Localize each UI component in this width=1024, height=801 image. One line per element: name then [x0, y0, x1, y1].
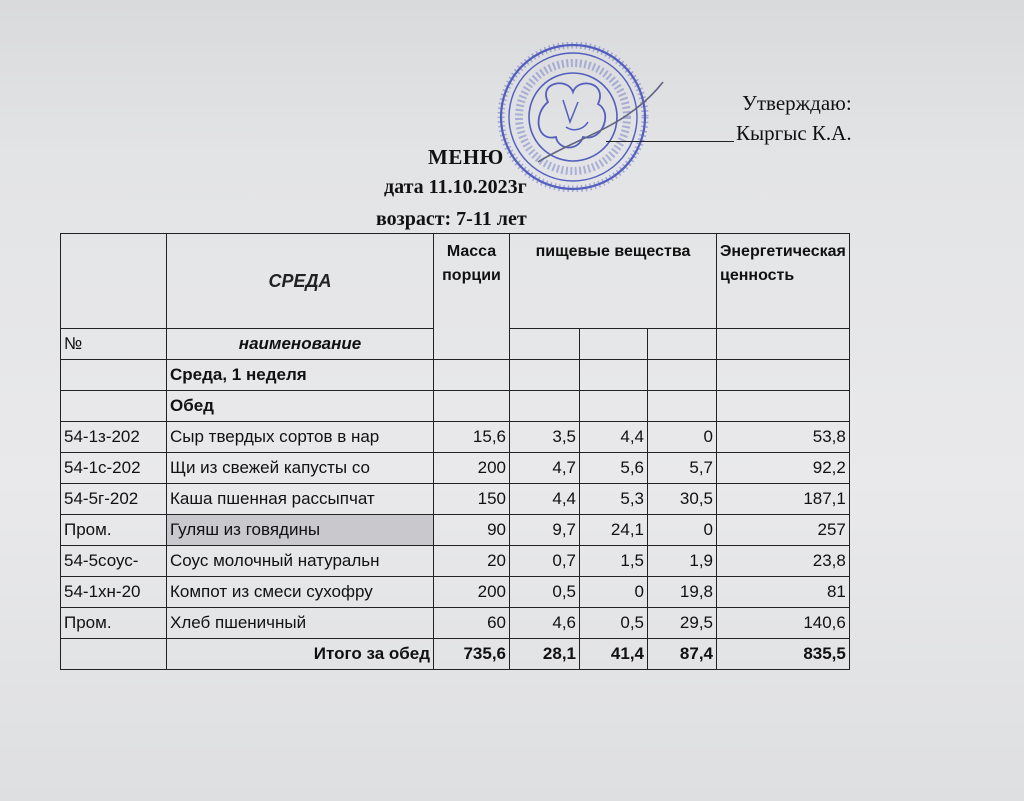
row-energy: 53,8 [717, 422, 850, 453]
row-code: 54-1з-202 [61, 422, 167, 453]
row-energy: 257 [717, 515, 850, 546]
row-code: Пром. [61, 515, 167, 546]
table-row [61, 577, 850, 608]
row-nutrient-3: 1,9 [648, 546, 717, 577]
row-mass: 200 [434, 453, 510, 484]
row-code: 54-5г-202 [61, 484, 167, 515]
energy-header: Энергетическая ценность [717, 234, 850, 329]
row-nutrient-3: 30,5 [648, 484, 717, 515]
row-nutrient-2: 5,3 [580, 484, 648, 515]
header-blank-cell [61, 234, 167, 329]
row-nutrient-1: 4,6 [510, 608, 580, 639]
nutrients-header: пищевые вещества [510, 234, 717, 329]
total-mass: 735,6 [434, 639, 510, 670]
row-nutrient-2: 1,5 [580, 546, 648, 577]
row-nutrient-1: 4,4 [510, 484, 580, 515]
row-nutrient-1: 4,7 [510, 453, 580, 484]
row-mass: 90 [434, 515, 510, 546]
total-energy: 835,5 [717, 639, 850, 670]
table-row [61, 546, 850, 577]
meal-label: Обед [167, 391, 434, 422]
row-code: 54-1хн-20 [61, 577, 167, 608]
row-nutrient-1: 9,7 [510, 515, 580, 546]
nutrient-subheader-1 [510, 329, 580, 360]
row-nutrient-2: 24,1 [580, 515, 648, 546]
signature-line [606, 141, 734, 142]
row-nutrient-2: 0,5 [580, 608, 648, 639]
table-row [61, 453, 850, 484]
row-nutrient-3: 0 [648, 422, 717, 453]
total-nutrient-1: 28,1 [510, 639, 580, 670]
menu-table [60, 233, 850, 670]
total-label: Итого за обед [167, 639, 434, 670]
row-energy: 23,8 [717, 546, 850, 577]
mass-header: Масса порции [434, 234, 510, 360]
total-nutrient-3: 87,4 [648, 639, 717, 670]
row-name: Соус молочный натуральн [167, 546, 434, 577]
table-row [61, 515, 850, 546]
total-nutrient-2: 41,4 [580, 639, 648, 670]
row-mass: 15,6 [434, 422, 510, 453]
row-name: Гуляш из говядины [167, 515, 434, 546]
row-nutrient-2: 4,4 [580, 422, 648, 453]
row-name: Компот из смеси сухофру [167, 577, 434, 608]
row-nutrient-2: 0 [580, 577, 648, 608]
row-name: Сыр твердых сортов в нар [167, 422, 434, 453]
row-mass: 200 [434, 577, 510, 608]
row-code: 54-5соус- [61, 546, 167, 577]
table-row [61, 484, 850, 515]
meal-row [61, 391, 850, 422]
age-group: возраст: 7-11 лет [376, 208, 527, 230]
energy-subheader [717, 329, 850, 360]
name-header: наименование [167, 329, 434, 360]
row-code: Пром. [61, 608, 167, 639]
week-row [61, 360, 850, 391]
row-mass: 20 [434, 546, 510, 577]
row-energy: 92,2 [717, 453, 850, 484]
row-nutrient-1: 0,7 [510, 546, 580, 577]
row-mass: 60 [434, 608, 510, 639]
row-nutrient-3: 19,8 [648, 577, 717, 608]
row-energy: 140,6 [717, 608, 850, 639]
number-header: № [61, 329, 167, 360]
row-energy: 81 [717, 577, 850, 608]
row-nutrient-3: 5,7 [648, 453, 717, 484]
row-nutrient-1: 3,5 [510, 422, 580, 453]
nutrient-subheader-3 [648, 329, 717, 360]
approver-name: Кыргыс К.А. [736, 121, 852, 145]
row-nutrient-3: 29,5 [648, 608, 717, 639]
row-energy: 187,1 [717, 484, 850, 515]
row-nutrient-3: 0 [648, 515, 717, 546]
row-name: Щи из свежей капусты со [167, 453, 434, 484]
menu-date: дата 11.10.2023г [384, 176, 527, 198]
row-nutrient-1: 0,5 [510, 577, 580, 608]
official-stamp [478, 42, 668, 192]
row-code: 54-1с-202 [61, 453, 167, 484]
nutrient-subheader-2 [580, 329, 648, 360]
total-row [61, 639, 850, 670]
document-title: МЕНЮ [428, 145, 504, 169]
table-row [61, 422, 850, 453]
day-header: СРЕДА [167, 234, 434, 329]
row-name: Каша пшенная рассыпчат [167, 484, 434, 515]
row-nutrient-2: 5,6 [580, 453, 648, 484]
week-label: Среда, 1 неделя [167, 360, 434, 391]
row-mass: 150 [434, 484, 510, 515]
table-row [61, 608, 850, 639]
row-name: Хлеб пшеничный [167, 608, 434, 639]
approve-label: Утверждаю: [742, 91, 852, 115]
